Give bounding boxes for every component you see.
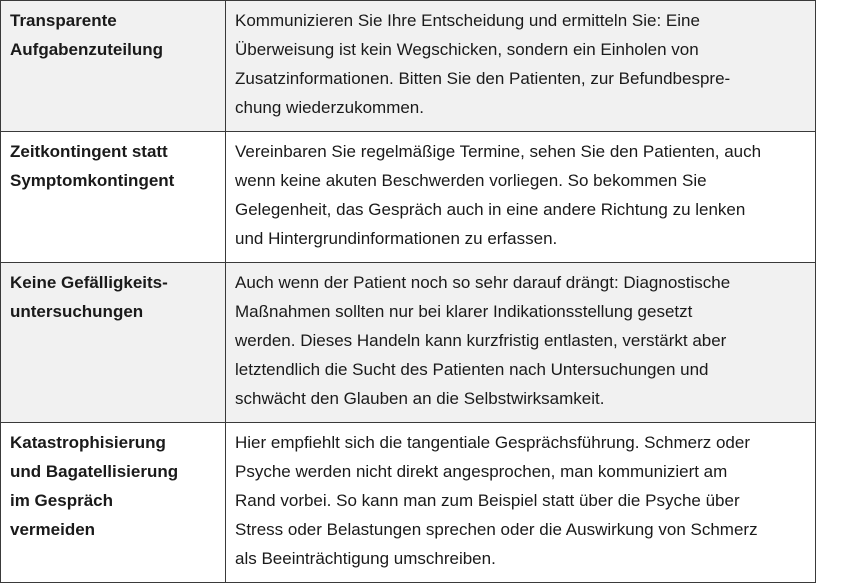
- row-description: [226, 1, 816, 132]
- desc-line: als Beeinträchtigung umschreiben.: [235, 549, 496, 568]
- table-row: [1, 263, 816, 423]
- desc-line: Auch wenn der Patient noch so sehr darauf drängt: Diagnostische: [235, 273, 731, 292]
- term-line: Transparente: [10, 11, 117, 30]
- desc-line: Maßnahmen sollten nur bei klarer Indikationsstellung gesetzt: [235, 302, 693, 321]
- desc-line: und Hintergrundinformationen zu erfassen.: [235, 229, 558, 248]
- desc-line: Rand vorbei. So kann man zum Beispiel statt über die Psyche über: [235, 491, 740, 510]
- term-line: untersuchungen: [10, 302, 144, 321]
- row-term: [1, 423, 226, 583]
- desc-line: chung wiederzukommen.: [235, 98, 424, 117]
- row-description: [226, 423, 816, 583]
- desc-line: Kommunizieren Sie Ihre Entscheidung und ermitteln Sie: Eine: [235, 11, 700, 30]
- term-line: Symptomkontingent: [10, 171, 175, 190]
- table-row: [1, 423, 816, 583]
- desc-line: wenn keine akuten Beschwerden vorliegen. So bekommen Sie: [235, 171, 707, 190]
- row-term: [1, 1, 226, 132]
- desc-line: Stress oder Belastungen sprechen oder die Auswirkung von Schmerz: [235, 520, 758, 539]
- desc-line: Hier empfiehlt sich die tangentiale Gesprächsführung. Schmerz oder: [235, 433, 750, 452]
- desc-line: Vereinbaren Sie regelmäßige Termine, sehen Sie den Patienten, auch: [235, 142, 762, 161]
- term-line: im Gespräch: [10, 491, 113, 510]
- row-term: [1, 132, 226, 263]
- row-term: [1, 263, 226, 423]
- desc-line: Gelegenheit, das Gespräch auch in eine andere Richtung zu lenken: [235, 200, 746, 219]
- term-line: Aufgabenzuteilung: [10, 40, 163, 59]
- desc-line: Überweisung ist kein Wegschicken, sondern ein Einholen von: [235, 40, 699, 59]
- table-row: [1, 1, 816, 132]
- table-row: [1, 132, 816, 263]
- term-line: Zeitkontingent statt: [10, 142, 168, 161]
- desc-line: Psyche werden nicht direkt angesprochen, man kommuniziert am: [235, 462, 728, 481]
- term-line: vermeiden: [10, 520, 96, 539]
- term-line: Katastrophisierung: [10, 433, 166, 452]
- row-description: [226, 132, 816, 263]
- term-line: Keine Gefälligkeits-: [10, 273, 168, 292]
- term-line: und Bagatellisierung: [10, 462, 179, 481]
- desc-line: schwächt den Glauben an die Selbstwirksamkeit.: [235, 389, 605, 408]
- desc-line: werden. Dieses Handeln kann kurzfristig entlasten, verstärkt aber: [235, 331, 727, 350]
- row-description: [226, 263, 816, 423]
- desc-line: letztendlich die Sucht des Patienten nach Untersuchungen und: [235, 360, 709, 379]
- desc-line: Zusatzinformationen. Bitten Sie den Patienten, zur Befundbespre-: [235, 69, 731, 88]
